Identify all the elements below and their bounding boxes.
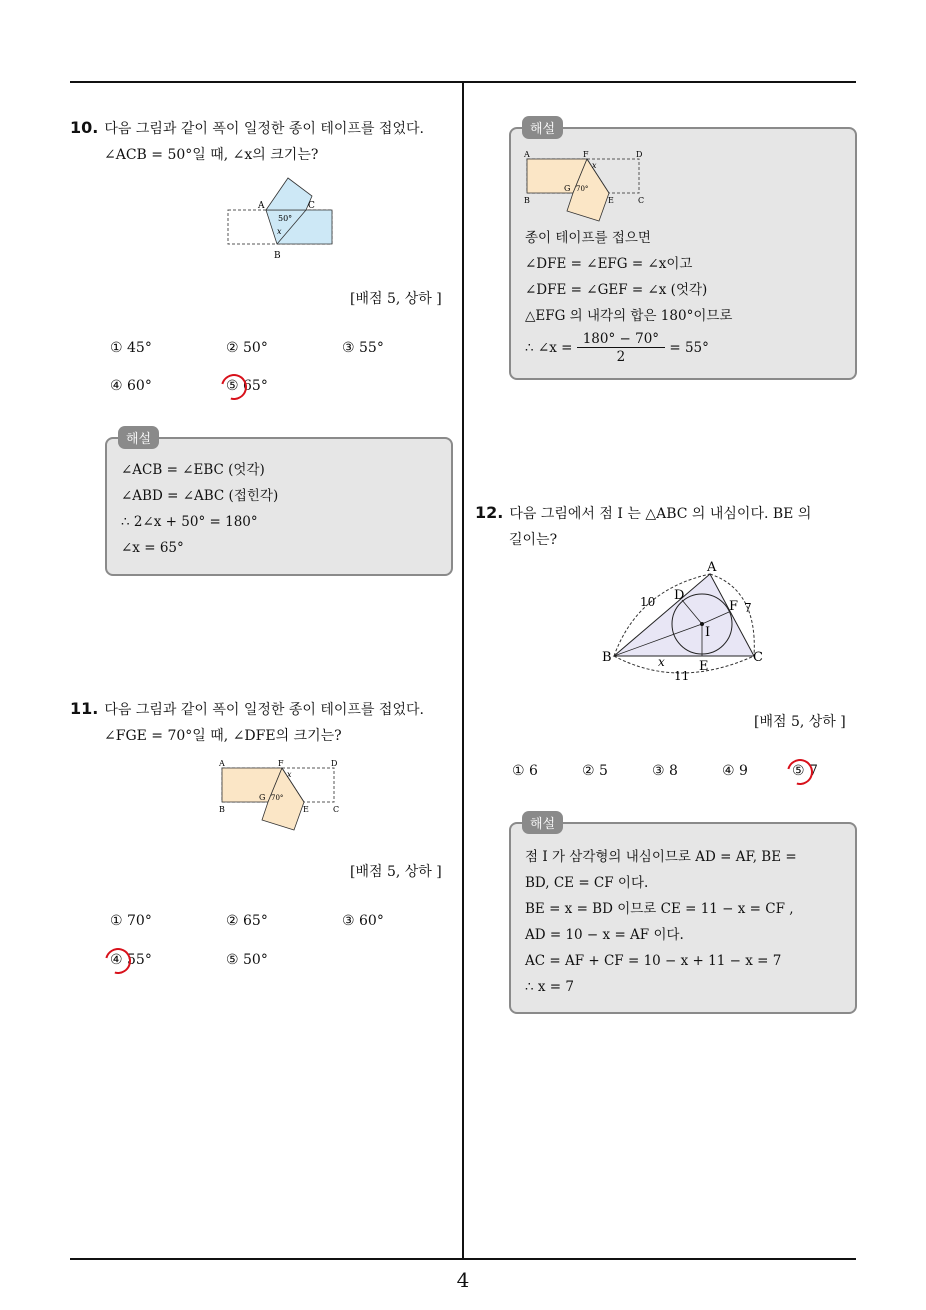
fig-label-a: A <box>707 560 717 575</box>
choice-2[interactable]: ② 65° <box>226 913 268 929</box>
fig-label-i: I <box>705 625 711 640</box>
question-11 <box>70 696 424 749</box>
solution-line: ∠ABD = ∠ABC (접힌각) <box>121 488 279 504</box>
fig-angle-label: 50° <box>278 214 293 223</box>
fig-label-g: G <box>564 184 571 193</box>
solution-line: ∠DFE = ∠GEF = ∠x (엇각) <box>525 282 708 298</box>
solution-tag: 해설 <box>522 811 563 834</box>
solution-line: 점 I 가 삼각형의 내심이므로 AD = AF, BE = <box>525 849 797 865</box>
question-text: 다음 그림에서 점 I 는 △ABC 의 내심이다. BE 의 <box>509 506 812 522</box>
choice-1[interactable]: ① 6 <box>512 763 538 779</box>
solution-line: ∠DFE = ∠EFG = ∠x이고 <box>525 256 693 272</box>
question-text: 다음 그림과 같이 폭이 일정한 종이 테이프를 접었다. <box>104 702 424 718</box>
fig-length-10: 10 <box>640 595 656 609</box>
fig-label-a: A <box>258 201 265 211</box>
question-condition: ∠ACB = 50°일 때, ∠x의 크기는? <box>104 147 319 163</box>
column-divider <box>462 83 464 1258</box>
fig-label-e: E <box>303 805 309 814</box>
fig-x-label: x <box>277 227 282 236</box>
choice-5[interactable]: ⑤ 50° <box>226 952 268 968</box>
question-12 <box>475 500 811 553</box>
solution-line: ∠ACB = ∠EBC (엇각) <box>121 462 265 478</box>
choice-1[interactable]: ① 45° <box>110 340 152 356</box>
fig-label-e: E <box>608 196 614 205</box>
score-label: [배점 5, 상하 ] <box>350 864 442 880</box>
fig-length-7: 7 <box>744 601 752 615</box>
answer-circle-mark <box>100 943 136 979</box>
solution-line: AC = AF + CF = 10 − x + 11 − x = 7 <box>525 953 782 969</box>
question-10 <box>70 115 424 168</box>
solution-line: ∴ 2∠x + 50° = 180° <box>121 514 258 530</box>
fig-angle-label: 70° <box>576 185 589 193</box>
fig-label-b: B <box>219 805 225 814</box>
question-condition: ∠FGE = 70°일 때, ∠DFE의 크기는? <box>104 728 342 744</box>
solution-line: △EFG 의 내각의 합은 180°이므로 <box>525 308 733 324</box>
fig-label-f: F <box>583 150 589 159</box>
fig-label-c: C <box>753 650 763 665</box>
choice-2[interactable]: ② 5 <box>582 763 608 779</box>
answer-circle-mark <box>216 369 252 405</box>
fig-label-g: G <box>259 793 266 802</box>
solution-line: ∴ x = 7 <box>525 979 574 995</box>
question-number: 10. <box>70 118 99 137</box>
q12-figure <box>598 560 768 688</box>
fig-label-f: F <box>278 759 284 768</box>
svg-text:A: A <box>219 759 225 768</box>
solution-tag: 해설 <box>522 116 563 139</box>
choice-4[interactable]: ④ 60° <box>110 378 152 394</box>
choice-3[interactable]: ③ 60° <box>342 913 384 929</box>
fig-label-d: D <box>674 588 685 603</box>
solution-box-10 <box>105 437 453 576</box>
fraction-numerator: 180° − 70° <box>577 331 665 348</box>
solution-line: BE = x = BD 이므로 CE = 11 − x = CF , <box>525 901 794 917</box>
fig-x-label: x <box>592 161 597 170</box>
final-prefix: ∴ ∠x = <box>525 340 573 356</box>
choice-4[interactable]: ④ 55° <box>110 952 152 968</box>
bottom-rule <box>70 1258 856 1260</box>
question-text: 다음 그림과 같이 폭이 일정한 종이 테이프를 접었다. <box>104 121 424 137</box>
score-label: [배점 5, 상하 ] <box>350 291 442 307</box>
fig-label-a: A <box>524 150 530 159</box>
fig-x-label: x <box>658 655 665 669</box>
question-number: 12. <box>475 503 504 522</box>
fig-x-label: x <box>287 770 292 779</box>
solution-final-line <box>525 331 732 366</box>
solution-box-12 <box>509 822 857 1014</box>
choice-2[interactable]: ② 50° <box>226 340 268 356</box>
fig-label-b: B <box>274 251 281 261</box>
fig-label-d: D <box>331 759 338 768</box>
solution-line: BD, CE = CF 이다. <box>525 875 649 891</box>
choice-5[interactable]: ⑤ 7 <box>792 763 818 779</box>
solution-line: 종이 테이프를 접으면 <box>525 230 651 246</box>
fraction-denominator: 2 <box>616 349 626 365</box>
fig-label-f: F <box>729 599 739 614</box>
q11-figure <box>216 758 346 834</box>
solution-line: AD = 10 − x = AF 이다. <box>525 927 684 943</box>
choice-3[interactable]: ③ 8 <box>652 763 678 779</box>
final-suffix: = 55° <box>669 340 709 356</box>
fig-angle-label: 70° <box>271 794 284 802</box>
fig-label-c: C <box>308 201 315 211</box>
q11-solution-figure <box>521 149 651 225</box>
fig-label-d: D <box>636 150 643 159</box>
fig-label-e: E <box>699 659 709 674</box>
choice-4[interactable]: ④ 9 <box>722 763 748 779</box>
solution-tag: 해설 <box>118 426 159 449</box>
score-label: [배점 5, 상하 ] <box>754 714 846 730</box>
fig-label-b: B <box>602 650 612 665</box>
fig-length-11: 11 <box>674 669 690 683</box>
question-condition: 길이는? <box>509 532 558 548</box>
fig-label-c: C <box>638 196 645 205</box>
fraction <box>577 331 665 366</box>
solution-line: ∠x = 65° <box>121 540 184 556</box>
question-number: 11. <box>70 699 99 718</box>
fig-label-c: C <box>333 805 340 814</box>
answer-circle-mark <box>782 754 818 790</box>
page-number: 4 <box>456 1268 470 1292</box>
solution-box-11 <box>509 127 857 380</box>
choice-1[interactable]: ① 70° <box>110 913 152 929</box>
q10-figure <box>222 174 338 262</box>
fig-label-b: B <box>524 196 530 205</box>
choice-5[interactable]: ⑤ 65° <box>226 378 268 394</box>
choice-3[interactable]: ③ 55° <box>342 340 384 356</box>
